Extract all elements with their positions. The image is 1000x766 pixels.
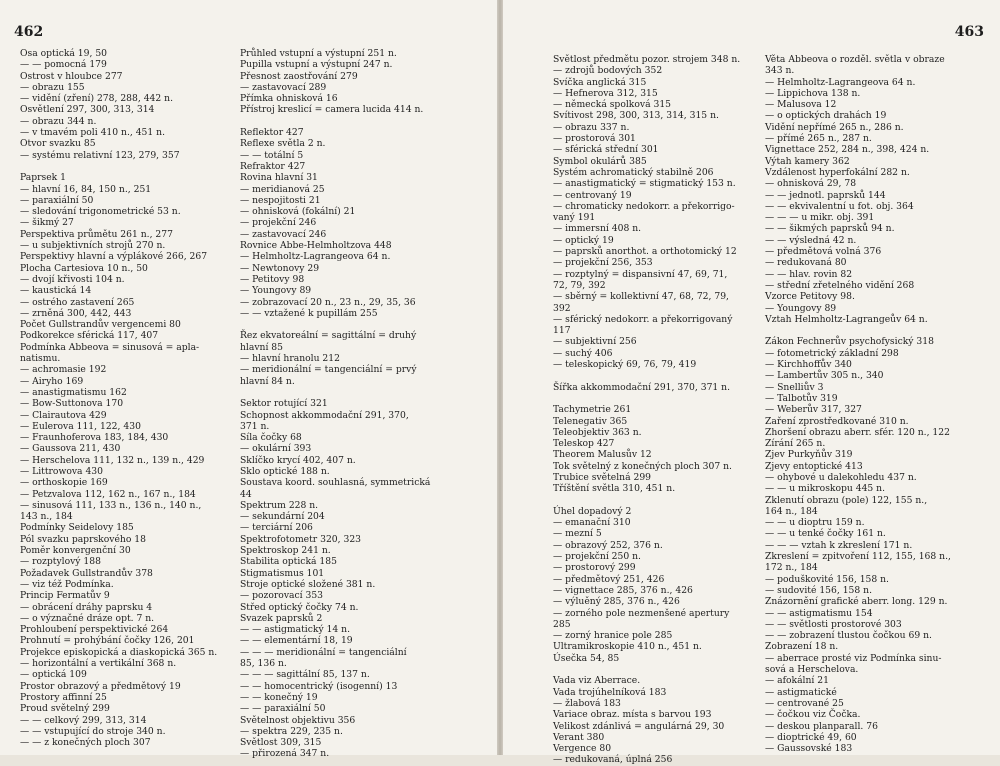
index-entry: — obrazový 252, 376 n. xyxy=(553,539,663,551)
index-entry: Teleobjektiv 363 n. xyxy=(553,426,642,438)
index-entry: — Helmholtz-Lagrangeova 64 n. xyxy=(240,251,391,263)
index-entry: Zhoršení obrazu aberr. sfér. 120 n., 122 xyxy=(765,426,950,438)
index-entry: — — homocentrický (isogenní) 13 xyxy=(240,680,398,692)
index-entry: — prostorový 299 xyxy=(553,562,636,574)
index-entry: — — totální 5 xyxy=(240,149,304,161)
index-entry: — — — sagittální 85, 137 n. xyxy=(240,669,370,681)
index-column-right-a xyxy=(553,54,763,766)
index-entry: 85, 136 n. xyxy=(240,658,287,670)
index-entry: Reflexe světla 2 n. xyxy=(240,138,326,150)
index-entry: Systém achromatický stabilně 206 xyxy=(553,166,714,178)
index-entry: Zklenutí obrazu (pole) 122, 155 n., xyxy=(765,494,928,506)
page-number-left: 462 xyxy=(14,24,44,40)
index-entry: Projekce episkopická a diaskopická 365 n. xyxy=(20,646,218,658)
index-entry: — — vstupující do stroje 340 n. xyxy=(20,725,166,737)
index-entry: — německá spolková 315 xyxy=(553,99,672,111)
index-entry xyxy=(240,116,490,127)
index-entry: — vidění (zření) 278, 288, 442 n. xyxy=(20,93,173,105)
index-entry: — ohybové u dalekohledu 437 n. xyxy=(765,471,917,483)
index-entry: Úsečka 54, 85 xyxy=(553,652,620,664)
index-entry: — — u dioptru 159 n. xyxy=(765,517,865,529)
index-entry: Telenegativ 365 xyxy=(553,415,628,427)
index-entry: — ohnisková (fokální) 21 xyxy=(240,206,356,218)
index-entry: Variace obraz. místa s barvou 193 xyxy=(553,709,712,721)
index-entry: — anastigmatismu 162 xyxy=(20,386,127,398)
index-entry: — zrněná 300, 442, 443 xyxy=(20,307,132,319)
left-page xyxy=(0,0,497,760)
index-entry: — achromasie 192 xyxy=(20,364,107,376)
index-entry: Teleskop 427 xyxy=(553,438,615,450)
index-entry: Verant 380 xyxy=(553,731,605,743)
index-entry: Zjevy entoptické 413 xyxy=(765,460,863,472)
index-entry: Poměr konvergenční 30 xyxy=(20,545,131,557)
index-entry: 343 n. xyxy=(765,65,795,77)
index-entry: — zorný hranice pole 285 xyxy=(553,630,673,642)
index-entry: — Kirchhoffův 340 xyxy=(765,359,852,371)
index-entry: — předmětová volná 376 xyxy=(765,246,882,258)
index-entry: — pozorovací 353 xyxy=(240,590,324,602)
index-entry: Světlost předmětu pozor. strojem 348 n. xyxy=(553,54,741,65)
index-entry: — sekundární 204 xyxy=(240,511,325,523)
index-entry: — Bow-Suttonova 170 xyxy=(20,398,124,410)
index-entry: — spektra 229, 235 n. xyxy=(240,725,343,737)
index-entry: Theorem Malusův 12 xyxy=(553,449,652,461)
index-entry: Podmínky Seidelovy 185 xyxy=(20,522,134,534)
index-entry: Pól svazku paprskového 18 xyxy=(20,533,146,545)
index-entry: Řez ekvatoreální = sagittální = druhý xyxy=(240,330,417,342)
index-entry: Pupilla vstupní a výstupní 247 n. xyxy=(240,59,393,71)
index-entry xyxy=(240,319,490,330)
index-entry: — aberrace prosté viz Podmínka sinu- xyxy=(765,652,942,664)
index-entry: Trubice světelná 299 xyxy=(553,471,652,483)
index-entry: Ostrost v hloubce 277 xyxy=(20,70,123,82)
index-entry: Reflektor 427 xyxy=(240,127,304,139)
index-entry xyxy=(765,325,997,336)
index-entry: Tachymetrie 261 xyxy=(553,404,632,416)
index-entry: Svíčka anglická 315 xyxy=(553,76,647,88)
index-entry: — zorného pole nezmenšené apertury xyxy=(553,607,730,619)
index-entry: Velikost zdánlivá = angulárná 29, 30 xyxy=(553,720,725,732)
index-entry: — o optických drahách 19 xyxy=(765,110,887,122)
right-page xyxy=(503,0,1000,766)
index-entry: — Airyho 169 xyxy=(20,375,84,387)
index-entry: — — zobrazení tlustou čočkou 69 n. xyxy=(765,630,932,642)
index-entry: Svazek paprsků 2 xyxy=(240,612,323,624)
index-entry: — projekční 256, 353 xyxy=(553,257,653,269)
index-entry: hlavní 84 n. xyxy=(240,375,295,387)
index-entry: — Eulerova 111, 122, 430 xyxy=(20,420,141,432)
index-entry: Vzorce Petitovy 98. xyxy=(765,291,855,303)
index-entry: Vada viz Aberrace. xyxy=(553,675,641,687)
index-entry: — obrazu 337 n. xyxy=(553,121,630,133)
index-entry: — terciární 206 xyxy=(240,522,313,534)
index-entry: Osa optická 19, 50 xyxy=(20,48,108,59)
index-entry: — chromaticky nedokorr. a překorrigo- xyxy=(553,200,735,212)
index-entry: — Lambertův 305 n., 340 xyxy=(765,370,884,382)
index-entry: — orthoskopie 169 xyxy=(20,477,108,489)
index-entry: Šířka akkommodační 291, 370, 371 n. xyxy=(553,381,731,393)
index-column-left-b xyxy=(240,48,490,760)
index-entry: 164 n., 184 xyxy=(765,505,818,517)
index-entry: Proud světelný 299 xyxy=(20,703,110,715)
index-entry: — hlavní hranolu 212 xyxy=(240,353,340,365)
index-entry: Zákon Fechnerův psychofysický 318 xyxy=(765,336,934,348)
index-entry: Prostory affinní 25 xyxy=(20,691,107,703)
index-entry: — redukovaná, úplná 256 xyxy=(553,754,673,766)
index-entry: — — — vztah k zkreslení 171 n. xyxy=(765,539,913,551)
index-entry: — meridionální = tangenciální = prvý xyxy=(240,364,417,376)
index-entry: — projekční 246 xyxy=(240,217,317,229)
index-entry: — — paraxiální 50 xyxy=(240,703,326,715)
index-entry: — — hlav. rovin 82 xyxy=(765,268,853,280)
index-entry: — obrazu 344 n. xyxy=(20,115,97,127)
index-entry: — Newtonovy 29 xyxy=(240,262,320,274)
index-entry: — střední zřetelného vidění 268 xyxy=(765,279,915,291)
index-entry: — rozptylový 188 xyxy=(20,556,101,568)
index-entry: 172 n., 184 xyxy=(765,562,818,574)
index-entry: Osvětlení 297, 300, 313, 314 xyxy=(20,104,155,116)
index-entry: — obrácení dráhy paprsku 4 xyxy=(20,601,153,613)
index-entry: Světlost 309, 315 xyxy=(240,737,322,749)
index-entry xyxy=(553,393,763,404)
index-entry: — — jednotl. paprsků 144 xyxy=(765,189,886,201)
index-entry: — sférická střední 301 xyxy=(553,144,659,156)
index-entry: — sběrný = kollektivní 47, 68, 72, 79, xyxy=(553,291,729,303)
index-entry: Zobrazení 18 n. xyxy=(765,641,839,653)
index-entry: — optická 109 xyxy=(20,669,87,681)
index-entry: Rovnice Abbe-Helmholtzova 448 xyxy=(240,240,392,252)
index-entry: Věta Abbeova o rozděl. světla v obraze xyxy=(765,54,945,65)
index-entry: Spektrofotometr 320, 323 xyxy=(240,533,362,545)
index-entry: — — celkový 299, 313, 314 xyxy=(20,714,147,726)
index-entry: Světelnost objektivu 356 xyxy=(240,714,356,726)
index-entry xyxy=(553,370,763,381)
index-entry xyxy=(553,664,763,675)
index-entry: 117 xyxy=(553,325,571,337)
index-entry: — deskou planparall. 76 xyxy=(765,720,878,732)
index-entry: — Hefnerova 312, 315 xyxy=(553,87,658,99)
index-entry: Podmínka Abbeova = sinusová = apla- xyxy=(20,341,200,353)
index-entry: — přirozená 347 n. xyxy=(240,748,330,760)
index-entry: — Weberův 317, 327 xyxy=(765,404,862,416)
index-entry: vaný 191 xyxy=(553,212,596,224)
index-entry: — vignettace 285, 376 n., 426 xyxy=(553,584,693,596)
index-entry: — Clairautova 429 xyxy=(20,409,107,421)
index-entry: — Littrowova 430 xyxy=(20,465,103,477)
index-entry: Přesnost zaostřování 279 xyxy=(240,70,358,82)
index-entry: — — — u mikr. obj. 391 xyxy=(765,212,875,224)
index-entry: Přístroj kreslicí = camera lucida 414 n. xyxy=(240,104,424,116)
index-entry: — zobrazovací 20 n., 23 n., 29, 35, 36 xyxy=(240,296,416,308)
index-entry: — viz též Podmínka. xyxy=(20,578,114,590)
index-entry: Zaření zprostředkované 310 n. xyxy=(765,415,909,427)
index-entry: — — světlosti prostorové 303 xyxy=(765,618,902,630)
index-entry: — v tmavém poli 410 n., 451 n. xyxy=(20,127,165,139)
index-entry: — projekční 250 n. xyxy=(553,551,641,563)
index-entry: Paprsek 1 xyxy=(20,172,67,184)
index-entry: — prostorová 301 xyxy=(553,133,636,145)
index-entry: — sudovité 156, 158 n. xyxy=(765,584,873,596)
index-entry: — poduškovité 156, 158 n. xyxy=(765,573,889,585)
index-entry: — Youngovy 89 xyxy=(765,302,837,314)
index-entry: Perspektiva průmětu 261 n., 277 xyxy=(20,228,173,240)
index-entry: Stroje optické složené 381 n. xyxy=(240,578,376,590)
index-entry: Výtah kamery 362 xyxy=(765,155,850,167)
index-entry: — — ekvivalentní u fot. obj. 364 xyxy=(765,200,914,212)
index-entry: Vignettace 252, 284 n., 398, 424 n. xyxy=(765,144,930,156)
index-entry: — — u tenké čočky 161 n. xyxy=(765,528,886,540)
index-entry: Refraktor 427 xyxy=(240,160,306,172)
index-entry: — Gaussova 211, 430 xyxy=(20,443,121,455)
index-entry: — zastavovací 289 xyxy=(240,81,327,93)
index-entry: — Talbotův 319 xyxy=(765,392,838,404)
index-entry: — ohnisková 29, 78 xyxy=(765,178,857,190)
index-entry: — — — meridionální = tangenciální xyxy=(240,646,407,658)
index-entry: — suchý 406 xyxy=(553,347,613,359)
index-entry: 72, 79, 392 xyxy=(553,279,606,291)
index-entry: — subjektivní 256 xyxy=(553,336,637,348)
index-entry: — — u mikroskopu 445 n. xyxy=(765,483,886,495)
index-entry: — sledování trigonometrické 53 n. xyxy=(20,206,181,218)
index-entry: — afokální 21 xyxy=(765,675,829,687)
index-entry: Požadavek Gullstrandův 378 xyxy=(20,567,153,579)
index-entry: — u subjektivních strojů 270 n. xyxy=(20,240,166,252)
index-entry: Princip Fermatův 9 xyxy=(20,590,110,602)
index-entry: — Petitovy 98 xyxy=(240,273,305,285)
index-entry: — — konečný 19 xyxy=(240,691,318,703)
index-entry: — hlavní 16, 84, 150 n., 251 xyxy=(20,183,152,195)
page-number-right: 463 xyxy=(954,24,984,40)
index-entry: — astigmatické xyxy=(765,686,837,698)
index-entry: Stigmatismus 101 xyxy=(240,567,325,579)
index-entry: — — astigmatický 14 n. xyxy=(240,624,351,636)
index-entry: — ostrého zastavení 265 xyxy=(20,296,135,308)
index-entry: — sférický nedokorr. a překorrigovaný xyxy=(553,313,733,325)
index-entry: Zkreslení = zpitvoření 112, 155, 168 n., xyxy=(765,551,951,563)
index-column-left-a xyxy=(20,48,230,748)
index-entry: — Gaussovské 183 xyxy=(765,743,853,755)
index-entry: Sklíčko krycí 402, 407 n. xyxy=(240,454,356,466)
index-entry: — optický 19 xyxy=(553,234,614,246)
index-entry: Vidění nepřímé 265 n., 286 n. xyxy=(765,121,904,133)
index-entry: Soustava koord. souhlasná, symmetrická xyxy=(240,477,431,489)
index-entry: Spektrum 228 n. xyxy=(240,499,319,511)
index-entry: — dvojí křivosti 104 n. xyxy=(20,273,125,285)
index-entry: — o význačné dráze opt. 7 n. xyxy=(20,612,155,624)
index-entry: 44 xyxy=(240,488,252,500)
index-entry: Spektroskop 241 n. xyxy=(240,545,331,557)
index-entry: — anastigmatický = stigmatický 153 n. xyxy=(553,178,736,190)
index-entry: natismu. xyxy=(20,353,61,365)
index-entry: — sinusová 111, 133 n., 136 n., 140 n., xyxy=(20,499,202,511)
index-entry: — — výsledná 42 n. xyxy=(765,234,857,246)
index-entry: 371 n. xyxy=(240,420,270,432)
index-entry: Ultramikroskopie 410 n., 451 n. xyxy=(553,641,702,653)
index-entry: — předmětový 251, 426 xyxy=(553,573,665,585)
index-entry: — — elementární 18, 19 xyxy=(240,635,353,647)
index-entry: — zastavovací 246 xyxy=(240,228,327,240)
index-entry: — emanační 310 xyxy=(553,517,631,529)
index-entry: — žlabová 183 xyxy=(553,697,621,709)
index-entry: — čočkou viz Čočka. xyxy=(765,709,861,721)
index-entry: — Malusova 12 xyxy=(765,99,837,111)
index-entry: — teleskopický 69, 76, 79, 419 xyxy=(553,359,697,371)
index-entry: 392 xyxy=(553,302,571,314)
index-entry: — redukovaná 80 xyxy=(765,257,847,269)
index-entry xyxy=(240,387,490,398)
index-entry: — Snelliův 3 xyxy=(765,381,824,393)
index-entry: — zdrojů bodových 352 xyxy=(553,65,663,77)
index-entry: — fotometrický základní 298 xyxy=(765,347,899,359)
index-entry: Prohnutí = prohýbání čočky 126, 201 xyxy=(20,635,195,647)
index-entry: — — astigmatismu 154 xyxy=(765,607,873,619)
index-entry: — Youngovy 89 xyxy=(240,285,312,297)
index-entry: 143 n., 184 xyxy=(20,511,73,523)
index-entry: Vztah Helmholtz-Lagrangeův 64 n. xyxy=(765,313,928,325)
index-entry: — Herschelova 111, 132 n., 139 n., 429 xyxy=(20,454,205,466)
index-entry: — mezní 5 xyxy=(553,528,602,540)
index-entry: — — vztažené k pupillám 255 xyxy=(240,307,378,319)
index-entry: Zírání 265 n. xyxy=(765,438,826,450)
index-entry: Perspektivy hlavní a výplákové 266, 267 xyxy=(20,251,208,263)
index-entry: — kaustická 14 xyxy=(20,285,92,297)
index-entry: — centrovaný 19 xyxy=(553,189,632,201)
index-entry: — centrované 25 xyxy=(765,697,844,709)
index-entry: Plocha Cartesiova 10 n., 50 xyxy=(20,262,148,274)
index-entry: Tok světelný z konečných ploch 307 n. xyxy=(553,460,732,472)
index-entry: Zjev Purkyňův 319 xyxy=(765,449,853,461)
index-entry: Podkorekce sférická 117, 407 xyxy=(20,330,159,342)
index-entry: Stabilita optická 185 xyxy=(240,556,337,568)
index-entry: — immersní 408 n. xyxy=(553,223,642,235)
index-entry: Vergence 80 xyxy=(553,743,612,755)
index-entry: — přímé 265 n., 287 n. xyxy=(765,133,872,145)
index-entry: hlavní 85 xyxy=(240,341,283,353)
index-entry: Sektor rotující 321 xyxy=(240,398,328,410)
index-column-right-b xyxy=(765,54,997,754)
index-entry: Přímka ohnisková 16 xyxy=(240,93,338,105)
index-entry xyxy=(553,495,763,506)
index-entry: Vzdálenost hyperfokální 282 n. xyxy=(765,166,910,178)
index-entry: — nespojitosti 21 xyxy=(240,194,321,206)
index-entry: — — pomocná 179 xyxy=(20,59,107,71)
index-entry: — Lippichova 138 n. xyxy=(765,87,861,99)
index-entry: — paraxiální 50 xyxy=(20,194,94,206)
index-entry: — systému relativní 123, 279, 357 xyxy=(20,149,180,161)
index-entry: — Petzvalova 112, 162 n., 167 n., 184 xyxy=(20,488,196,500)
index-entry: Svítivost 298, 300, 313, 314, 315 n. xyxy=(553,110,719,122)
index-entry: — rozptylný = dispansivní 47, 69, 71, xyxy=(553,268,728,280)
index-entry: Prohloubení perspektivické 264 xyxy=(20,624,169,636)
index-entry: 285 xyxy=(553,618,571,630)
index-entry: Střed optický čočky 74 n. xyxy=(240,601,359,613)
index-entry: — Fraunhoferova 183, 184, 430 xyxy=(20,432,169,444)
index-entry: Znázornění grafické aberr. long. 129 n. xyxy=(765,596,948,608)
index-entry: — obrazu 155 xyxy=(20,81,85,93)
index-entry: Síla čočky 68 xyxy=(240,432,302,444)
index-entry: — Helmholtz-Lagrangeova 64 n. xyxy=(765,76,916,88)
index-entry: Vada trojúhelníková 183 xyxy=(553,686,667,698)
index-entry: — výluěný 285, 376 n., 426 xyxy=(553,596,680,608)
index-entry: — — z konečných ploch 307 xyxy=(20,737,151,749)
index-entry: Úhel dopadový 2 xyxy=(553,505,632,517)
index-entry: — okulární 393 xyxy=(240,443,312,455)
index-entry: — horizontální a vertikální 368 n. xyxy=(20,658,177,670)
index-entry: — paprsků anorthot. a orthotomický 12 xyxy=(553,246,737,258)
index-entry: Schopnost akkommodační 291, 370, xyxy=(240,409,409,421)
index-entry: Prostor obrazový a předmětový 19 xyxy=(20,680,181,692)
index-entry xyxy=(20,161,230,172)
index-entry: — — šikmých paprsků 94 n. xyxy=(765,223,895,235)
index-entry: Rovina hlavní 31 xyxy=(240,172,318,184)
index-entry: — šikmý 27 xyxy=(20,217,74,229)
index-entry: Sklo optické 188 n. xyxy=(240,465,330,477)
index-entry: sová a Herschelova. xyxy=(765,664,859,676)
index-entry: Průhled vstupní a výstupní 251 n. xyxy=(240,48,397,59)
index-entry: Tříštění světla 310, 451 n. xyxy=(553,483,676,495)
index-entry: — meridianová 25 xyxy=(240,183,325,195)
index-entry: — dioptrické 49, 60 xyxy=(765,731,857,743)
index-entry: Otvor svazku 85 xyxy=(20,138,96,150)
index-entry: Počet Gullstrandův vergencemi 80 xyxy=(20,319,181,331)
index-entry: Symbol okulárů 385 xyxy=(553,155,647,167)
